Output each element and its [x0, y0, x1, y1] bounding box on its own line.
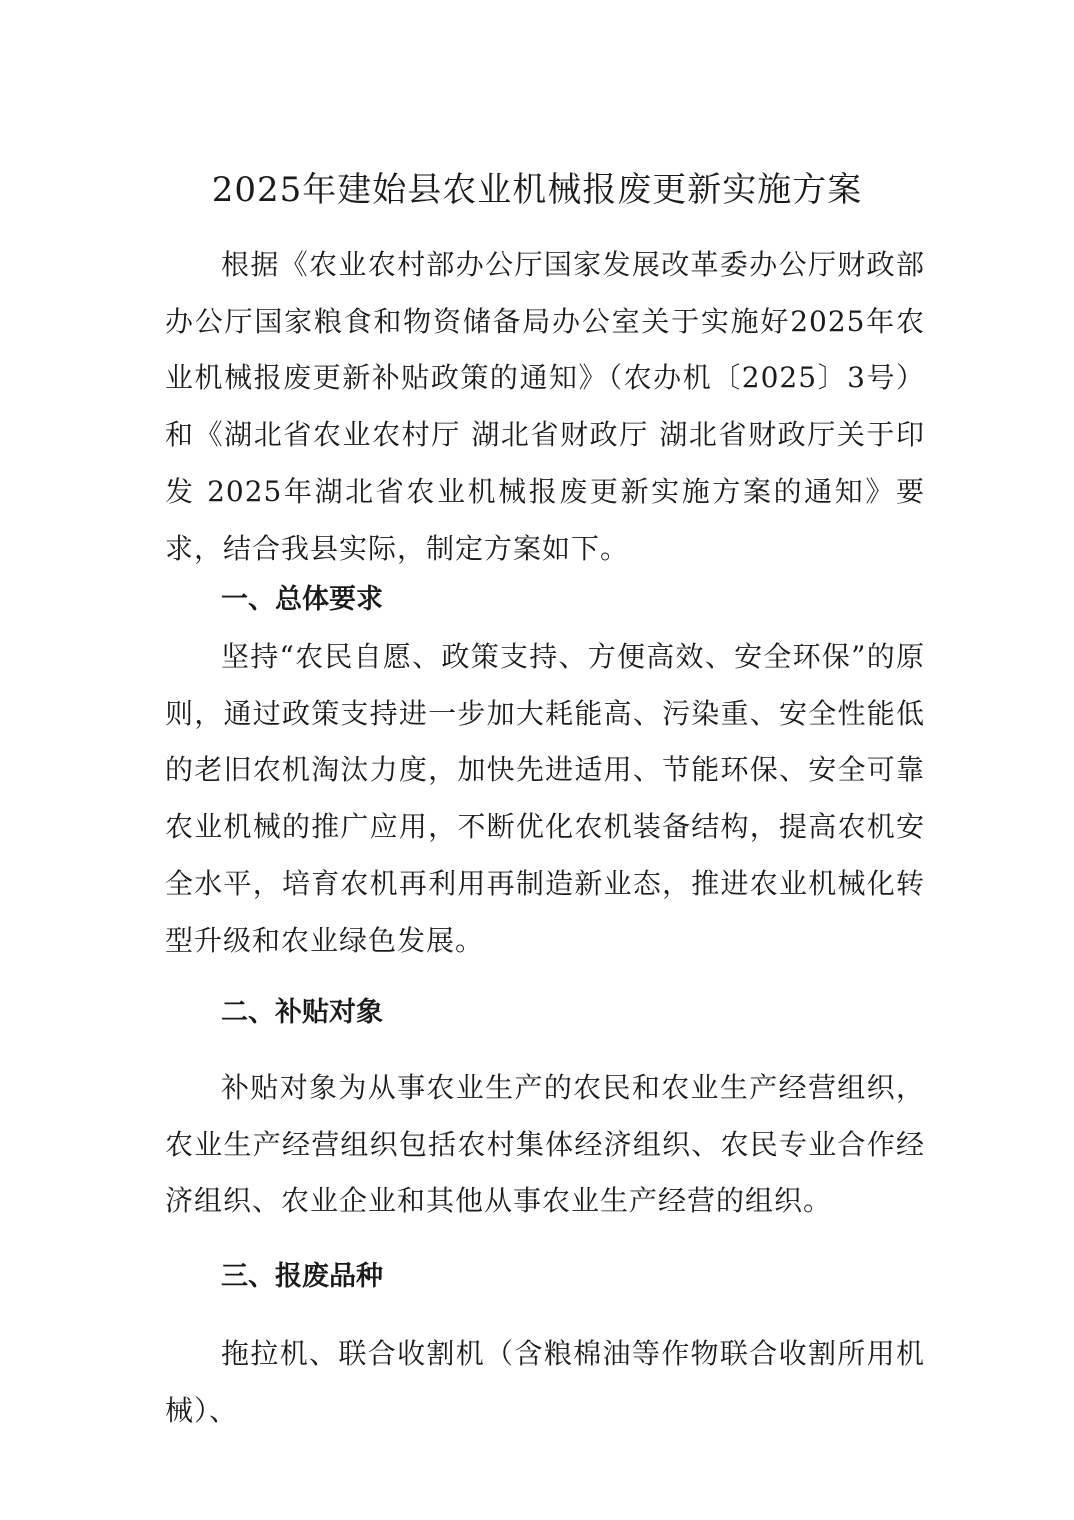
section-heading-scrap-varieties: 三、报废品种: [221, 1261, 383, 1292]
section-heading-subsidy-recipients: 二、补贴对象: [221, 997, 383, 1028]
intro-paragraph: 根据《农业农村部办公厅国家发展改革委办公厅财政部办公厅国家粮食和物资储备局办公室关于实施好2025年农业机械报废更新补贴政策的通知》（农办机〔2025〕3号）和《湖北省农业农村厅 湖北省财政厅 湖北省财政厅关于印发 2025年湖北省农业机械报废更新实施方案的通知》要求，结合我县实际，制定方案如下。: [165, 248, 925, 565]
section-body-subsidy-recipients: 补贴对象为从事农业生产的农民和农业生产经营组织，农业生产经营组织包括农村集体经济组织、农民专业合作经济组织、农业企业和其他从事农业生产经营的组织。: [165, 1071, 925, 1218]
document-title: 2025年建始县农业机械报废更新实施方案: [211, 170, 863, 210]
section-body-scrap-varieties: 拖拉机、联合收割机（含粮棉油等作物联合收割所用机械）、: [165, 1337, 925, 1427]
section-heading-general-requirements: 一、总体要求: [221, 584, 383, 615]
section-body-general-requirements: 坚持“农民自愿、政策支持、方便高效、安全环保”的原则，通过政策支持进一步加大耗能高、污染重、安全性能低的老旧农机淘汰力度，加快先进适用、节能环保、安全可靠农业机械的推广应用，不断优化农机装备结构，提高农机安全水平，培育农机再利用再制造新业态，推进农业机械化转型升级和农业绿色发展。: [165, 640, 925, 957]
